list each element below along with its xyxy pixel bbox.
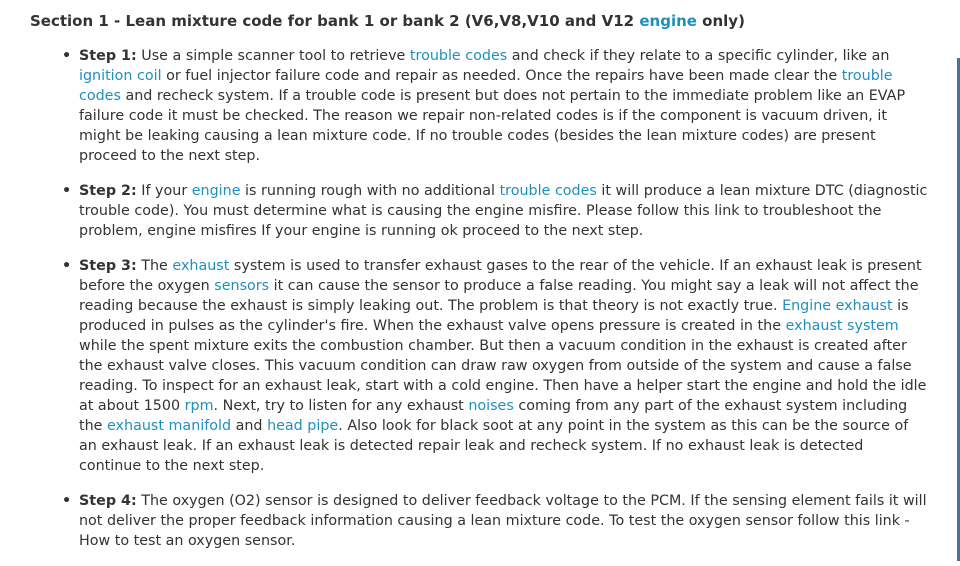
inline-link[interactable]: trouble codes [409,48,508,64]
inline-link[interactable]: rpm [184,398,214,414]
inline-link[interactable]: exhaust [172,258,230,274]
step-text: coming from any part of the exhaust system including the [79,398,908,434]
steps-list [60,46,930,566]
section-title-prefix: Section 1 - Lean mixture code for bank 1 or bank 2 (V6,V8,V10 and V12 [30,12,640,30]
inline-link[interactable]: head pipe [267,418,339,434]
step-label: Step 2: [79,183,137,199]
step-label: Step 3: [79,258,137,274]
inline-link[interactable]: ignition coil [79,68,162,84]
bullet-icon: • [62,48,72,64]
bullet-icon: • [62,493,72,509]
step-item [60,256,930,476]
engine-link[interactable]: engine [639,12,697,30]
step-text: and [231,418,268,434]
step-text: The [136,258,173,274]
step-text: while the spent mixture exits the combustion chamber. But then a vacuum condition in the exhaust is created after the exhaust valve closes. This vacuum condition can draw raw oxygen from outside of the system and cause a false reading. To inspect for an exhaust leak, start with a cold engine. Then have a helper start the engine and hold the idle at about 1500 [79,338,927,414]
step-text: . Also look for black soot at any point in the system as this can be the source of an exhaust leak. If an exhaust leak is detected repair leak and recheck system. If no exhaust leak is detected continue to the next step. [79,418,909,474]
step-text: is running rough with no additional [240,183,500,199]
step-item [60,491,930,551]
inline-link[interactable]: engine [191,183,241,199]
step-text: and check if they relate to a specific cylinder, like an [507,48,890,64]
step-text: Use a simple scanner tool to retrieve [136,48,410,64]
inline-link[interactable]: sensors [214,278,270,294]
inline-link[interactable]: exhaust system [785,318,899,334]
inline-link[interactable]: trouble codes [79,68,893,104]
step-text: it can cause the sensor to produce a false reading. You might say a leak will not affect the reading because the exhaust is simply leaking out. The problem is that theory is not exactly true. [79,278,919,314]
step-text: or fuel injector failure code and repair as needed. Once the repairs have been made clear the [161,68,842,84]
inline-link[interactable]: Engine exhaust [782,298,893,314]
bullet-icon: • [62,258,72,274]
step-text: and recheck system. If a trouble code is present but does not pertain to the immediate problem like an EVAP failure code it must be checked. The reason we repair non-related codes is if the component is vacuum driven, it might be leaking causing a lean mixture code. If no trouble codes (besides the lean mixture codes) are present proceed to the next step. [79,88,906,164]
step-item [60,46,930,166]
step-text: The oxygen (O2) sensor is designed to deliver feedback voltage to the PCM. If the sensing element fails it will not deliver the proper feedback information causing a lean mixture code. To test the oxygen sensor follow this link - How to test an oxygen sensor. [79,493,927,549]
step-text: system is used to transfer exhaust gases to the rear of the vehicle. If an exhaust leak is present before the oxygen [79,258,922,294]
inline-link[interactable]: exhaust manifold [107,418,232,434]
step-item [60,181,930,241]
step-label: Step 4: [79,493,137,509]
section-title-suffix: only) [696,12,745,30]
step-text: If your [136,183,192,199]
step-text: is produced in pulses as the cylinder's fire. When the exhaust valve opens pressure is created in the [79,298,909,334]
inline-link[interactable]: trouble codes [499,183,597,199]
bullet-icon: • [62,183,72,199]
section-title [30,12,745,30]
step-label: Step 1: [79,48,137,64]
step-text: . Next, try to listen for any exhaust [213,398,469,414]
step-text: it will produce a lean mixture DTC (diagnostic trouble code). You must determine what is causing the engine misfire. Please follow this link to troubleshoot the problem, engine misfires If your engine is running ok proceed to the next step. [79,183,928,239]
inline-link[interactable]: noises [468,398,514,414]
